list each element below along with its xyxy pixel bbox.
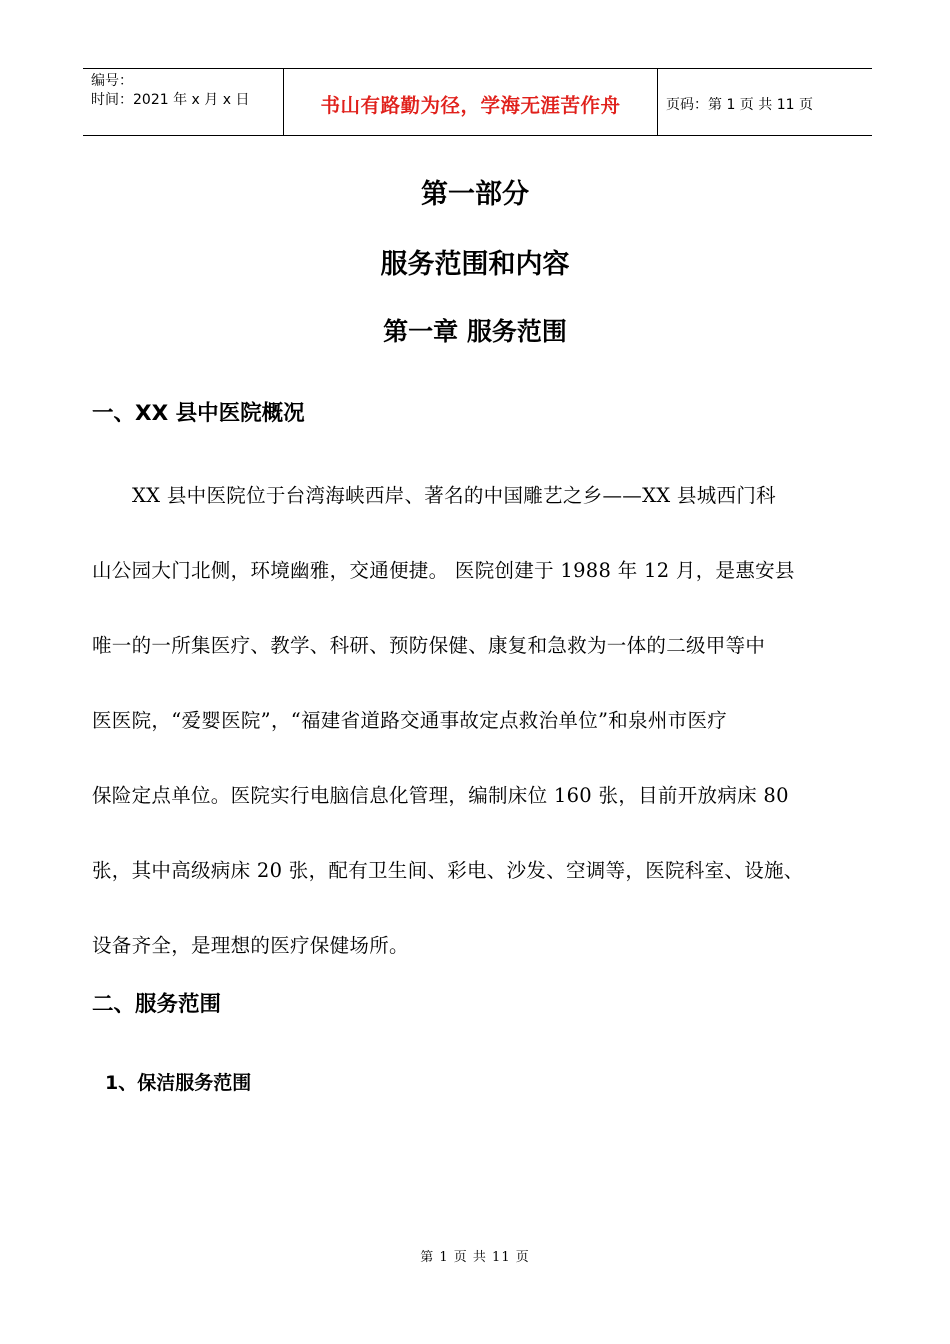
header-motto: 书山有路勤为径，学海无涯苦作舟 bbox=[320, 94, 621, 117]
section-heading-overview: 一、XX 县中医院概况 bbox=[92, 401, 305, 426]
document-header bbox=[83, 68, 872, 136]
document-number-label: 编号： bbox=[91, 73, 133, 89]
document-date-label: 时间：2021 年 x 月 x 日 bbox=[91, 92, 250, 108]
paragraph-line: 山公园大门北侧，环境幽雅，交通便捷。 医院创建于 1988 年 12 月，是惠安县 bbox=[92, 559, 795, 582]
part-title: 第一部分 bbox=[421, 179, 529, 210]
paragraph-line: 医医院，“爱婴医院”，“福建省道路交通事故定点救治单位”和泉州市医疗 bbox=[92, 709, 728, 732]
part-subtitle: 服务范围和内容 bbox=[380, 249, 570, 280]
paragraph-line: 保险定点单位。医院实行电脑信息化管理，编制床位 160 张，目前开放病床 80 bbox=[92, 784, 789, 807]
paragraph-line: 唯一的一所集医疗、教学、科研、预防保健、康复和急救为一体的二级甲等中 bbox=[92, 634, 766, 657]
paragraph-line: 设备齐全，是理想的医疗保健场所。 bbox=[92, 934, 409, 957]
page-footer: 第 1 页 共 11 页 bbox=[420, 1250, 530, 1265]
header-motto-cell bbox=[284, 69, 658, 135]
paragraph-line: XX 县中医院位于台湾海峡西岸、著名的中国雕艺之乡——XX 县城西门科 bbox=[132, 484, 776, 507]
header-page-info: 页码：第 1 页 共 11 页 bbox=[666, 97, 813, 113]
subsection-heading-cleaning: 1、保洁服务范围 bbox=[105, 1072, 252, 1094]
paragraph-line: 张，其中高级病床 20 张，配有卫生间、彩电、沙发、空调等，医院科室、设施、 bbox=[92, 859, 804, 882]
header-meta-cell bbox=[83, 69, 284, 135]
header-page-cell bbox=[658, 69, 872, 135]
section-heading-scope: 二、服务范围 bbox=[92, 992, 222, 1017]
chapter-title: 第一章 服务范围 bbox=[383, 317, 567, 346]
